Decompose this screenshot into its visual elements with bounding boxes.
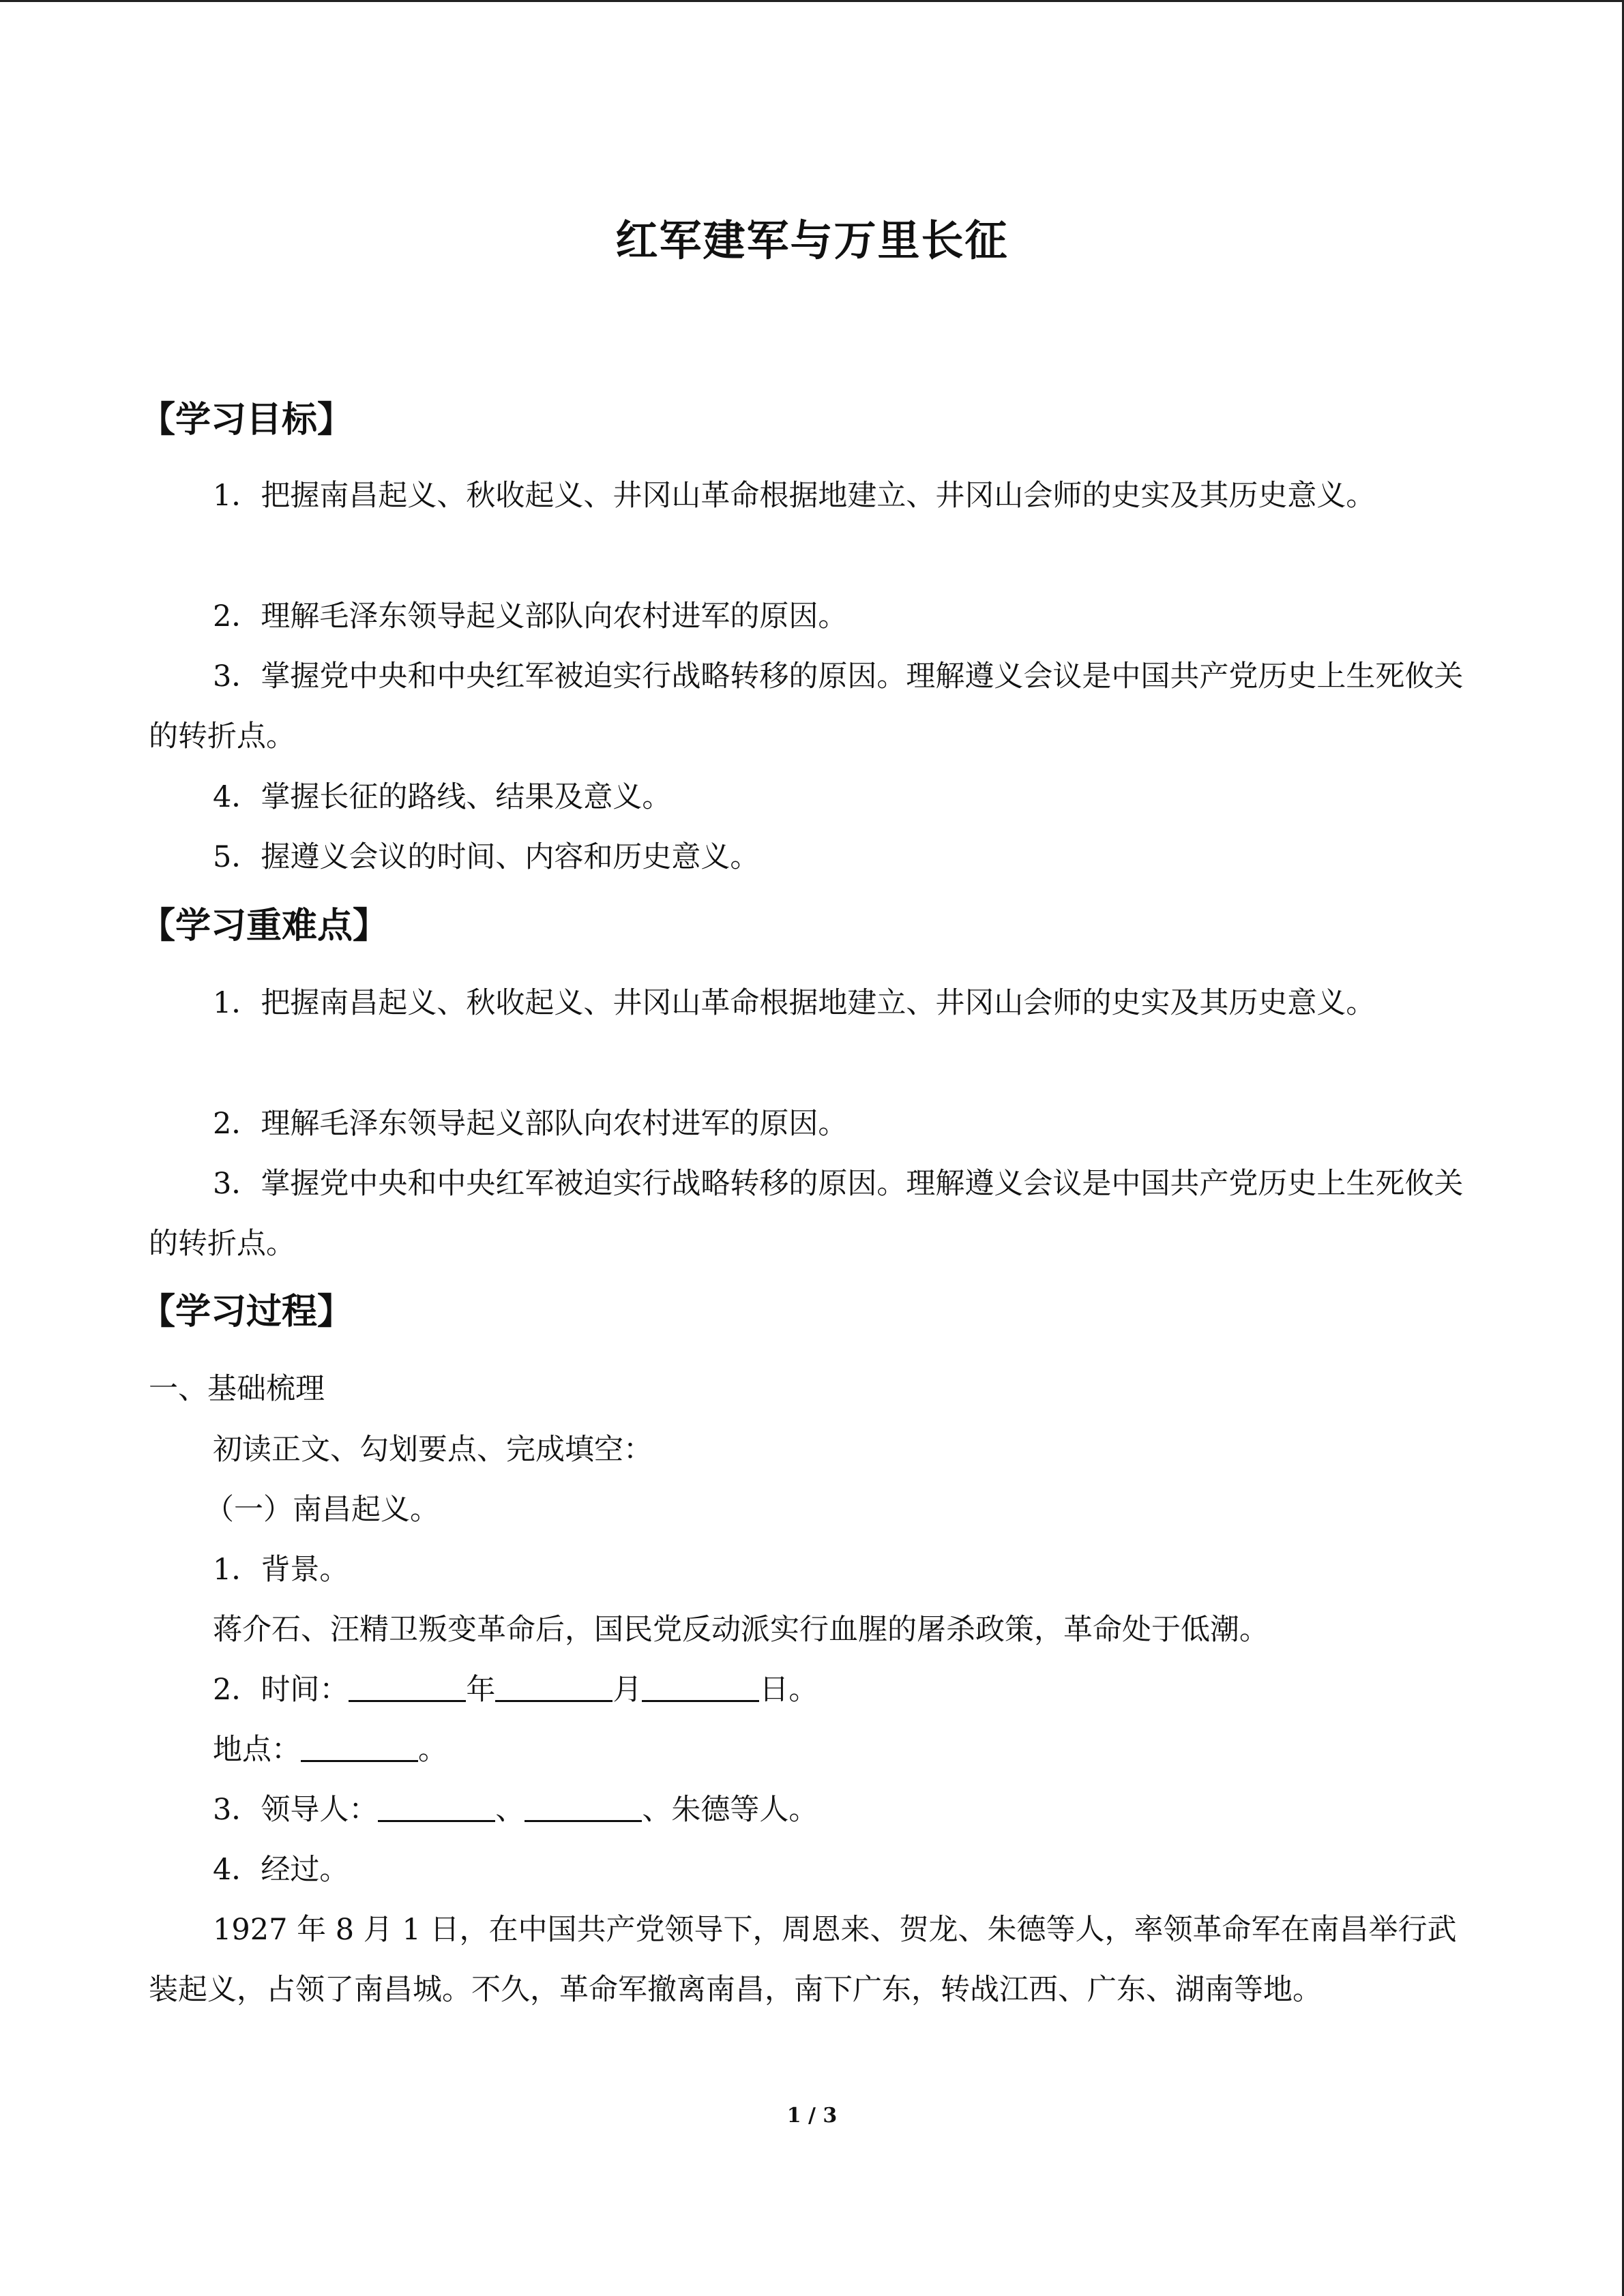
- place-line: [149, 1720, 1486, 1780]
- background-text: 蒋介石、汪精卫叛变革命后，国民党反动派实行血腥的屠杀政策，革命处于低潮。: [213, 1613, 1269, 1647]
- leaders-separator: 、: [495, 1793, 525, 1827]
- key-point-item-1: 1．把握南昌起义、秋收起义、井冈山革命根据地建立、井冈山会师的史实及其历史意义。: [213, 986, 1376, 1020]
- key-point-item-2: 2．理解毛泽东领导起义部队向农村进军的原因。: [213, 1107, 848, 1141]
- day-label: 日。: [759, 1673, 818, 1707]
- process-text: 1927 年 8 月 1 日，在中国共产党领导下，周恩来、贺龙、朱德等人，率领革命军在南昌举行武装起义，占领了南昌城。不久，革命军撤离南昌，南下广东，转战江西、广东、湖南等地。: [149, 1913, 1457, 2007]
- page-title: 红军建军与万里长征: [615, 215, 1009, 265]
- key-points-heading: 【学习重难点】: [140, 906, 389, 946]
- key-point-item-3: 3．掌握党中央和中央红军被迫实行战略转移的原因。理解遵义会议是中国共产党历史上生死攸关的转折点。: [149, 1167, 1464, 1261]
- objective-item-1: 1．把握南昌起义、秋收起义、井冈山革命根据地建立、井冈山会师的史实及其历史意义。: [213, 479, 1376, 513]
- leaders-line: [149, 1780, 1486, 1840]
- year-label: 年: [466, 1673, 496, 1707]
- subsection-title: （一）南昌起义。: [205, 1493, 439, 1527]
- process-label: 4．经过。: [213, 1853, 349, 1887]
- year-blank[interactable]: [349, 1673, 466, 1702]
- objective-item-5: 5．握遵义会议的时间、内容和历史意义。: [213, 840, 760, 874]
- objective-item-4: 4．掌握长征的路线、结果及意义。: [213, 780, 672, 814]
- page-number: 1 / 3: [786, 2104, 838, 2128]
- place-label: 地点：: [213, 1733, 301, 1767]
- month-label: 月: [612, 1673, 643, 1707]
- place-blank[interactable]: [301, 1733, 418, 1762]
- objective-item-2: 2．理解毛泽东领导起义部队向农村进军的原因。: [213, 599, 848, 633]
- background-label: 1．背景。: [213, 1553, 349, 1587]
- time-line: [149, 1660, 1486, 1720]
- leader-blank-1[interactable]: [378, 1793, 495, 1822]
- leaders-end: 、朱德等人。: [642, 1793, 818, 1827]
- leader-blank-2[interactable]: [525, 1793, 642, 1822]
- instruction-text: 初读正文、勾划要点、完成填空：: [213, 1433, 653, 1467]
- place-end: 。: [418, 1733, 447, 1767]
- leaders-label: 3．领导人：: [213, 1793, 379, 1827]
- process-heading: 【学习过程】: [140, 1292, 353, 1332]
- objectives-heading: 【学习目标】: [140, 400, 353, 441]
- month-blank[interactable]: [495, 1673, 612, 1702]
- objective-item-3: 3．掌握党中央和中央红军被迫实行战略转移的原因。理解遵义会议是中国共产党历史上生死攸关的转折点。: [149, 659, 1464, 754]
- time-label: 2．时间：: [213, 1673, 349, 1707]
- part-one-title: 一、基础梳理: [149, 1372, 325, 1406]
- day-blank[interactable]: [642, 1673, 759, 1702]
